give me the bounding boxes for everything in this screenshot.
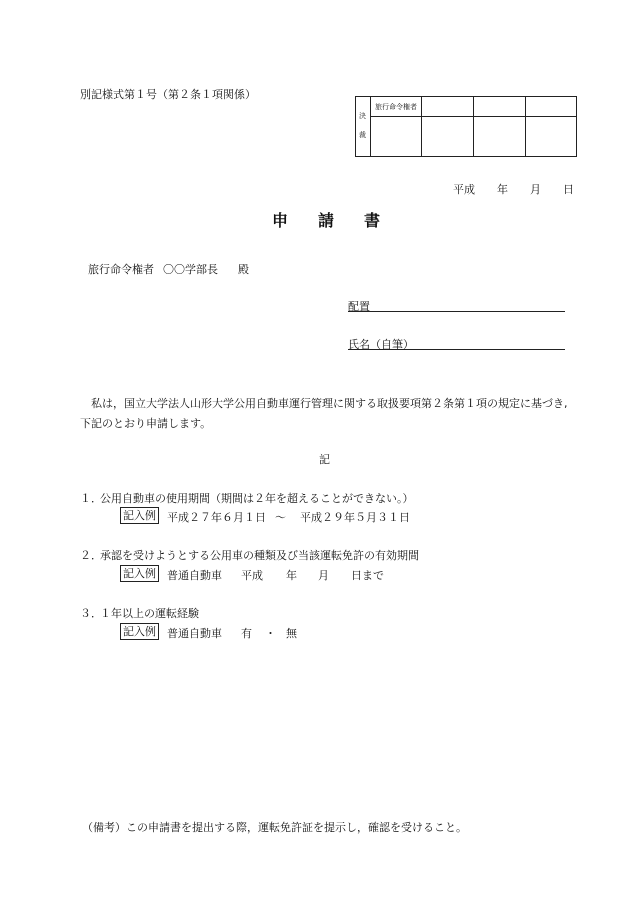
item-2-example-type: 普通自動車 (167, 569, 222, 582)
item-3-example-label: 記入例 (120, 623, 159, 640)
addressee-role: 旅行命令権者 (88, 263, 154, 276)
title-char-3: 書 (364, 211, 381, 230)
approval-table (355, 96, 577, 157)
item-3-separator: ・ (265, 627, 276, 640)
ki-heading: 記 (319, 453, 330, 466)
approval-col-header: 旅行命令権者 (375, 103, 417, 111)
item-2-example-month: 月 (318, 569, 329, 582)
department-field[interactable] (348, 311, 565, 312)
remarks-note: （備考）この申請書を提出する際，運転免許証を提示し，確認を受けること。 (82, 821, 467, 834)
approval-stamp-cell-4[interactable] (526, 117, 576, 156)
item-2-example-year: 年 (286, 569, 297, 582)
item-3-option-no[interactable]: 無 (286, 627, 297, 640)
item-3-number: ３． (80, 607, 102, 620)
name-label: 氏名（自筆） (348, 338, 414, 351)
item-2-example-era: 平成 (241, 569, 263, 582)
approval-stamp-cell-1[interactable] (371, 117, 421, 156)
date-era: 平成 (453, 183, 475, 196)
form-identifier: 別記様式第１号（第２条１項関係） (80, 88, 256, 101)
item-3-title: １年以上の運転経験 (100, 607, 199, 620)
item-2-number: ２． (80, 549, 102, 562)
addressee-honorific: 殿 (238, 263, 249, 276)
item-1-example-tilde: ～ (275, 511, 286, 524)
date-month: 月 (530, 183, 541, 196)
body-text-line-1: 私は，国立大学法人山形大学公用自動車運行管理に関する取扱要項第２条第１項の規定に基づき, (91, 397, 568, 410)
item-3-example-type: 普通自動車 (167, 627, 222, 640)
item-2-title: 承認を受けようとする公用車の種類及び当該運転免許の有効期間 (100, 549, 419, 562)
approval-stamp-cell-3[interactable] (474, 117, 525, 156)
approval-side-label (356, 97, 370, 156)
item-1-example-end: 平成２９年５月３１日 (300, 511, 410, 524)
item-3-option-yes[interactable]: 有 (241, 627, 252, 640)
approval-stamp-cell-2[interactable] (422, 117, 473, 156)
item-2-example-day: 日まで (351, 569, 384, 582)
date-day: 日 (563, 183, 574, 196)
name-signature-field[interactable] (348, 349, 565, 350)
item-2-example-label: 記入例 (120, 565, 159, 582)
item-1-example-start: 平成２７年６月１日 (167, 511, 266, 524)
item-1-example-label: 記入例 (120, 507, 159, 524)
title-char-1: 申 (272, 211, 289, 230)
addressee-name: 〇〇学部長 (163, 263, 218, 276)
item-1-title: 公用自動車の使用期間（期間は２年を超えることができない。） (100, 492, 414, 505)
date-year: 年 (497, 183, 508, 196)
title-char-2: 請 (318, 211, 335, 230)
approval-side-char-1: 決 (359, 112, 366, 120)
body-text-line-2: 下記のとおり申請します。 (80, 417, 212, 430)
approval-side-char-2: 裁 (359, 131, 366, 139)
department-label: 配置 (348, 300, 370, 313)
item-1-number: １． (80, 492, 102, 505)
